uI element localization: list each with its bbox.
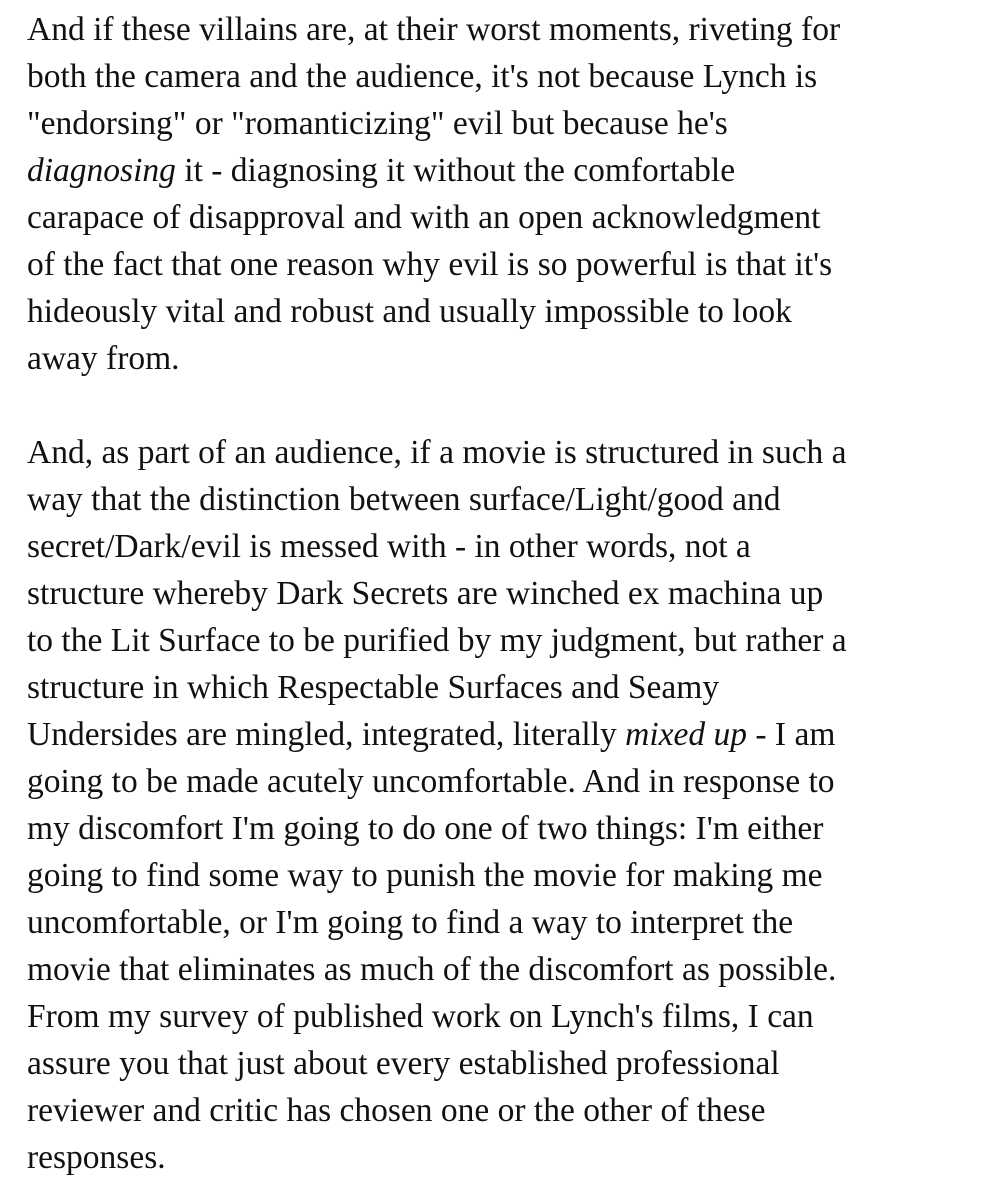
text-line: And if these villains are, at their worst moments, riveting for [27, 11, 841, 48]
italic-emphasis: diagnosing [27, 152, 176, 189]
text-line: my discomfort I'm going to do one of two things: I'm either [27, 810, 824, 847]
text-line: going to be made acutely uncomfortable. And in response to [27, 763, 835, 800]
text-line: reviewer and critic has chosen one or the other of these [27, 1092, 766, 1129]
text-line: of the fact that one reason why evil is so powerful is that it's [27, 246, 833, 283]
text-line: to the Lit Surface to be purified by my judgment, but rather a [27, 622, 847, 659]
text-line: From my survey of published work on Lynch's films, I can [27, 998, 814, 1035]
text-line: responses. [27, 1139, 166, 1176]
paragraph-2 [27, 429, 977, 1181]
text-line: assure you that just about every established professional [27, 1045, 780, 1082]
text-line [27, 147, 977, 194]
text-line: hideously vital and robust and usually impossible to look [27, 293, 792, 330]
text-line: "endorsing" or "romanticizing" evil but because he's [27, 105, 728, 142]
text-line: going to find some way to punish the movie for making me [27, 857, 823, 894]
essay-text [27, 6, 977, 1181]
text-line: structure whereby Dark Secrets are winched ex machina up [27, 575, 824, 612]
text-line: uncomfortable, or I'm going to find a way to interpret the [27, 904, 794, 941]
paragraph-1 [27, 6, 977, 382]
text-line: movie that eliminates as much of the discomfort as possible. [27, 951, 837, 988]
text-line: And, as part of an audience, if a movie is structured in such a [27, 434, 847, 471]
italic-emphasis: mixed up [625, 716, 748, 753]
text-line: carapace of disapproval and with an open acknowledgment [27, 199, 821, 236]
text-line: both the camera and the audience, it's not because Lynch is [27, 58, 818, 95]
text-run: Undersides are mingled, integrated, literally [27, 716, 626, 753]
text-run: - I am [747, 716, 836, 753]
text-line: secret/Dark/evil is messed with - in other words, not a [27, 528, 751, 565]
text-line: away from. [27, 340, 180, 377]
text-line [27, 711, 977, 758]
text-line: structure in which Respectable Surfaces and Seamy [27, 669, 720, 706]
text-run: it - diagnosing it without the comfortable [175, 152, 736, 189]
text-line: way that the distinction between surface/Light/good and [27, 481, 781, 518]
